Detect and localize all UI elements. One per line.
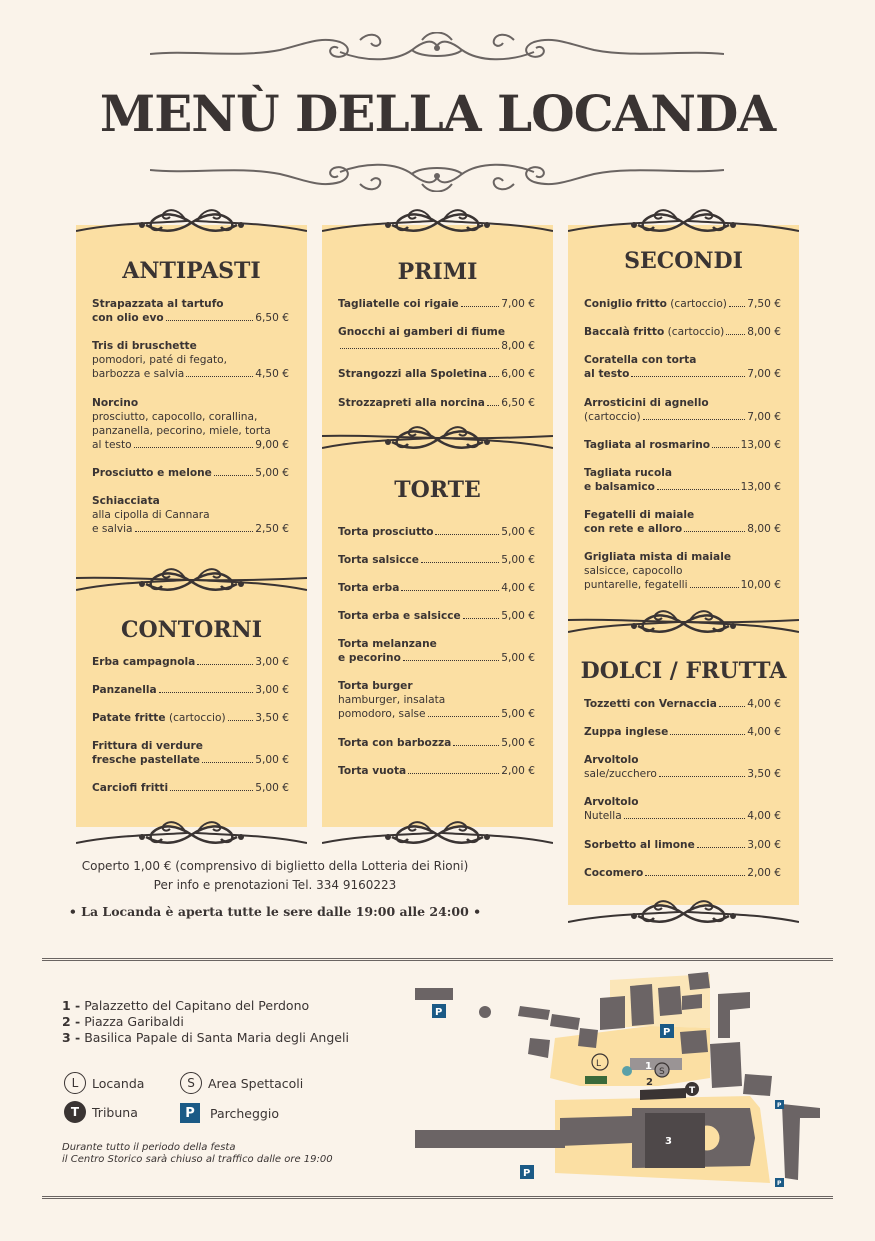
item-price: 3,50 € [255,712,289,724]
menu-item [584,466,781,494]
item-description: alla cipolla di Cannara [92,509,210,521]
item-name: fresche pastellate [92,754,200,766]
key-tribuna: T Tribuna [64,1101,138,1123]
item-name: Erba campagnola [92,656,196,668]
item-name: Torta erba [338,582,400,594]
item-name: al testo [584,368,630,380]
svg-text:P: P [523,1168,531,1179]
spettacoli-icon: S [180,1072,202,1094]
menu-item [338,581,535,595]
item-price: 8,00 € [501,340,535,352]
item-name: con olio evo [92,312,164,324]
svg-text:P: P [777,1180,782,1187]
svg-text:P: P [663,1027,671,1038]
item-description: e salvia [92,523,133,535]
item-name: Tagliatelle coi rigaie [338,298,459,310]
menu-item [92,739,289,767]
section-title-torte: TORTE [394,477,481,503]
parking-icon: P [180,1103,200,1123]
tribuna-icon: T [64,1101,86,1123]
menu-item [338,637,535,665]
item-price: 7,00 € [501,298,535,310]
item-price: 5,00 € [501,554,535,566]
page-title: MENÙ DELLA LOCANDA [99,84,776,143]
item-description: (cartoccio) [670,298,727,310]
item-price: 10,00 € [740,579,781,591]
item-description: sale/zucchero [584,768,657,780]
item-name: Torta vuota [338,765,407,777]
item-name: Coratella con torta [584,354,697,366]
item-name: Patate fritte [92,712,166,724]
item-price: 13,00 € [740,481,781,493]
section-bottom-ornament [568,894,799,930]
menu-item [338,325,535,353]
item-name: Tagliata al rosmarino [584,439,711,451]
section-ornament [568,203,799,239]
item-name: Tagliata rucola [584,467,673,479]
item-description: al testo [92,439,132,451]
item-name: Torta burger [338,680,413,692]
menu-item [338,297,535,311]
item-name: Torta salsicce [338,554,419,566]
item-name: Carciofi fritti [92,782,169,794]
item-name: Tozzetti con Vernaccia [584,698,717,710]
menu-item [92,781,289,795]
places-legend [62,998,349,1046]
menu-item [92,494,289,536]
item-description: (cartoccio) [168,712,226,724]
place-item: 2 - Piazza Garibaldi [62,1014,184,1029]
item-price: 3,00 € [255,684,289,696]
section-title-primi: PRIMI [397,259,478,285]
item-name: Strapazzata al tartufo [92,298,224,310]
item-name: Torta melanzane [338,638,437,650]
section-divider-ornament [568,604,799,640]
menu-item [584,396,781,424]
item-price: 4,00 € [747,698,781,710]
item-price: 4,50 € [255,368,289,380]
item-name: Torta prosciutto [338,526,434,538]
item-name: Strozzapreti alla norcina [338,397,485,409]
place-item: 1 - Palazzetto del Capitano del Perdono [62,998,310,1013]
section-title-contorni: CONTORNI [120,617,262,643]
header-top-ornament [150,32,724,68]
menu-item [92,339,289,381]
menu-item [92,396,289,452]
item-name: Arvoltolo [584,796,639,808]
item-price: 5,00 € [501,610,535,622]
svg-text:T: T [689,1086,696,1096]
section-ornament [76,203,307,239]
item-name: Sorbetto al limone [584,839,695,851]
item-description: prosciutto, capocollo, corallina, [92,411,258,423]
item-name: Torta con barbozza [338,737,452,749]
item-price: 3,00 € [255,656,289,668]
menu-item [584,725,781,739]
item-name: Gnocchi ai gamberi di fiume [338,326,506,338]
item-name: Coniglio fritto [584,298,667,310]
item-name: Norcino [92,397,139,409]
item-price: 6,00 € [501,368,535,380]
section-title-secondi: SECONDI [624,248,743,274]
item-name: Fegatelli di maiale [584,509,695,521]
menu-item [584,508,781,536]
item-name: e pecorino [338,652,401,664]
section-title-antipasti: ANTIPASTI [122,258,261,284]
item-price: 7,00 € [747,368,781,380]
menu-item [584,325,781,339]
item-description: Nutella [584,810,622,822]
item-name: Strangozzi alla Spoletina [338,368,488,380]
item-name: Frittura di verdure [92,740,203,752]
svg-text:L: L [596,1059,602,1069]
traffic-note: Durante tutto il periodo della festa il Centro Storico sarà chiuso al traffico dalle ore 19:00 [62,1142,333,1165]
menu-item [584,353,781,381]
svg-text:P: P [777,1102,782,1109]
item-price: 5,00 € [501,652,535,664]
item-name: Baccalà fritto [584,326,665,338]
item-name: Tris di bruschette [92,340,197,352]
key-parcheggio: P Parcheggio [180,1103,279,1123]
item-price: 5,00 € [255,782,289,794]
item-price: 8,00 € [747,523,781,535]
menu-item [92,683,289,697]
section-bottom-ornament [76,815,307,851]
menu-item [338,679,535,721]
divider-top [42,958,833,961]
item-price: 7,50 € [747,298,781,310]
item-name: Panzanella [92,684,157,696]
item-price: 5,00 € [255,754,289,766]
menu-item [584,753,781,781]
section-divider-ornament [322,420,553,456]
item-price: 4,00 € [747,810,781,822]
item-price: 6,50 € [255,312,289,324]
item-name: Torta erba e salsicce [338,610,461,622]
svg-text:3: 3 [665,1136,672,1147]
section-bottom-ornament [322,815,553,851]
item-price: 5,00 € [501,526,535,538]
menu-item [92,655,289,669]
item-name: Arrosticini di agnello [584,397,709,409]
item-description: barbozza e salvia [92,368,185,380]
svg-text:S: S [659,1067,665,1077]
menu-item [338,367,535,381]
menu-item [338,525,535,539]
item-name: Zuppa inglese [584,726,669,738]
menu-item [338,396,535,410]
item-price: 4,00 € [747,726,781,738]
map-tribuna [640,1088,686,1100]
item-name: con rete e alloro [584,523,683,535]
menu-item [92,297,289,325]
item-description: panzanella, pecorino, miele, torta [92,425,271,437]
item-price: 5,00 € [501,737,535,749]
menu-item [338,609,535,623]
item-price: 2,00 € [747,867,781,879]
item-price: 7,00 € [747,411,781,423]
town-map [410,968,830,1190]
menu-item [338,736,535,750]
item-description: pomodori, paté di fegato, [92,354,228,366]
key-spettacoli: S Area Spettacoli [180,1072,303,1094]
section-ornament [322,203,553,239]
item-name: Grigliata mista di maiale [584,551,732,563]
map-road [415,1130,565,1148]
item-price: 3,00 € [747,839,781,851]
item-price: 2,50 € [255,523,289,535]
prenotazioni-text: Per info e prenotazioni Tel. 334 9160223 [153,878,397,892]
item-name: Cocomero [584,867,644,879]
place-item: 3 - Basilica Papale di Santa Maria degli Angeli [62,1030,349,1045]
item-description: hamburger, insalata [338,694,446,706]
menu-item [584,866,781,880]
item-description: puntarelle, fegatelli [584,579,688,591]
menu-item [338,764,535,778]
menu-item [584,838,781,852]
item-description: (cartoccio) [667,326,725,338]
item-price: 3,50 € [747,768,781,780]
item-name: Schiacciata [92,495,160,507]
divider-bottom [42,1196,833,1199]
menu-item [584,297,781,311]
item-price: 8,00 € [747,326,781,338]
coperto-text: Coperto 1,00 € (comprensivo di biglietto della Lotteria dei Rioni) [81,859,469,873]
item-description: pomodoro, salse [338,708,426,720]
item-price: 5,00 € [501,708,535,720]
section-divider-ornament [76,562,307,598]
opening-hours: • La Locanda è aperta tutte le sere dalle 19:00 alle 24:00 • [68,904,482,919]
item-name: Prosciutto e melone [92,467,212,479]
item-price: 5,00 € [255,467,289,479]
map-locanda-marker [585,1076,607,1084]
svg-text:P: P [435,1007,443,1018]
menu-item [92,466,289,480]
section-title-dolci: DOLCI / FRUTTA [580,658,787,684]
item-description: (cartoccio) [584,411,641,423]
menu-item [584,697,781,711]
item-price: 9,00 € [255,439,289,451]
item-name: Arvoltolo [584,754,639,766]
locanda-icon: L [64,1072,86,1094]
svg-text:2: 2 [646,1077,653,1088]
header-bottom-ornament [150,156,724,192]
item-description: salsicce, capocollo [584,565,683,577]
key-locanda: L Locanda [64,1072,144,1094]
item-price: 13,00 € [740,439,781,451]
menu-item [92,711,289,725]
menu-item [584,438,781,452]
menu-item [584,795,781,823]
svg-text:1: 1 [645,1061,652,1072]
item-price: 2,00 € [501,765,535,777]
item-name: e balsamico [584,481,655,493]
menu-item [584,550,781,592]
item-price: 6,50 € [501,397,535,409]
item-price: 4,00 € [501,582,535,594]
menu-item [338,553,535,567]
